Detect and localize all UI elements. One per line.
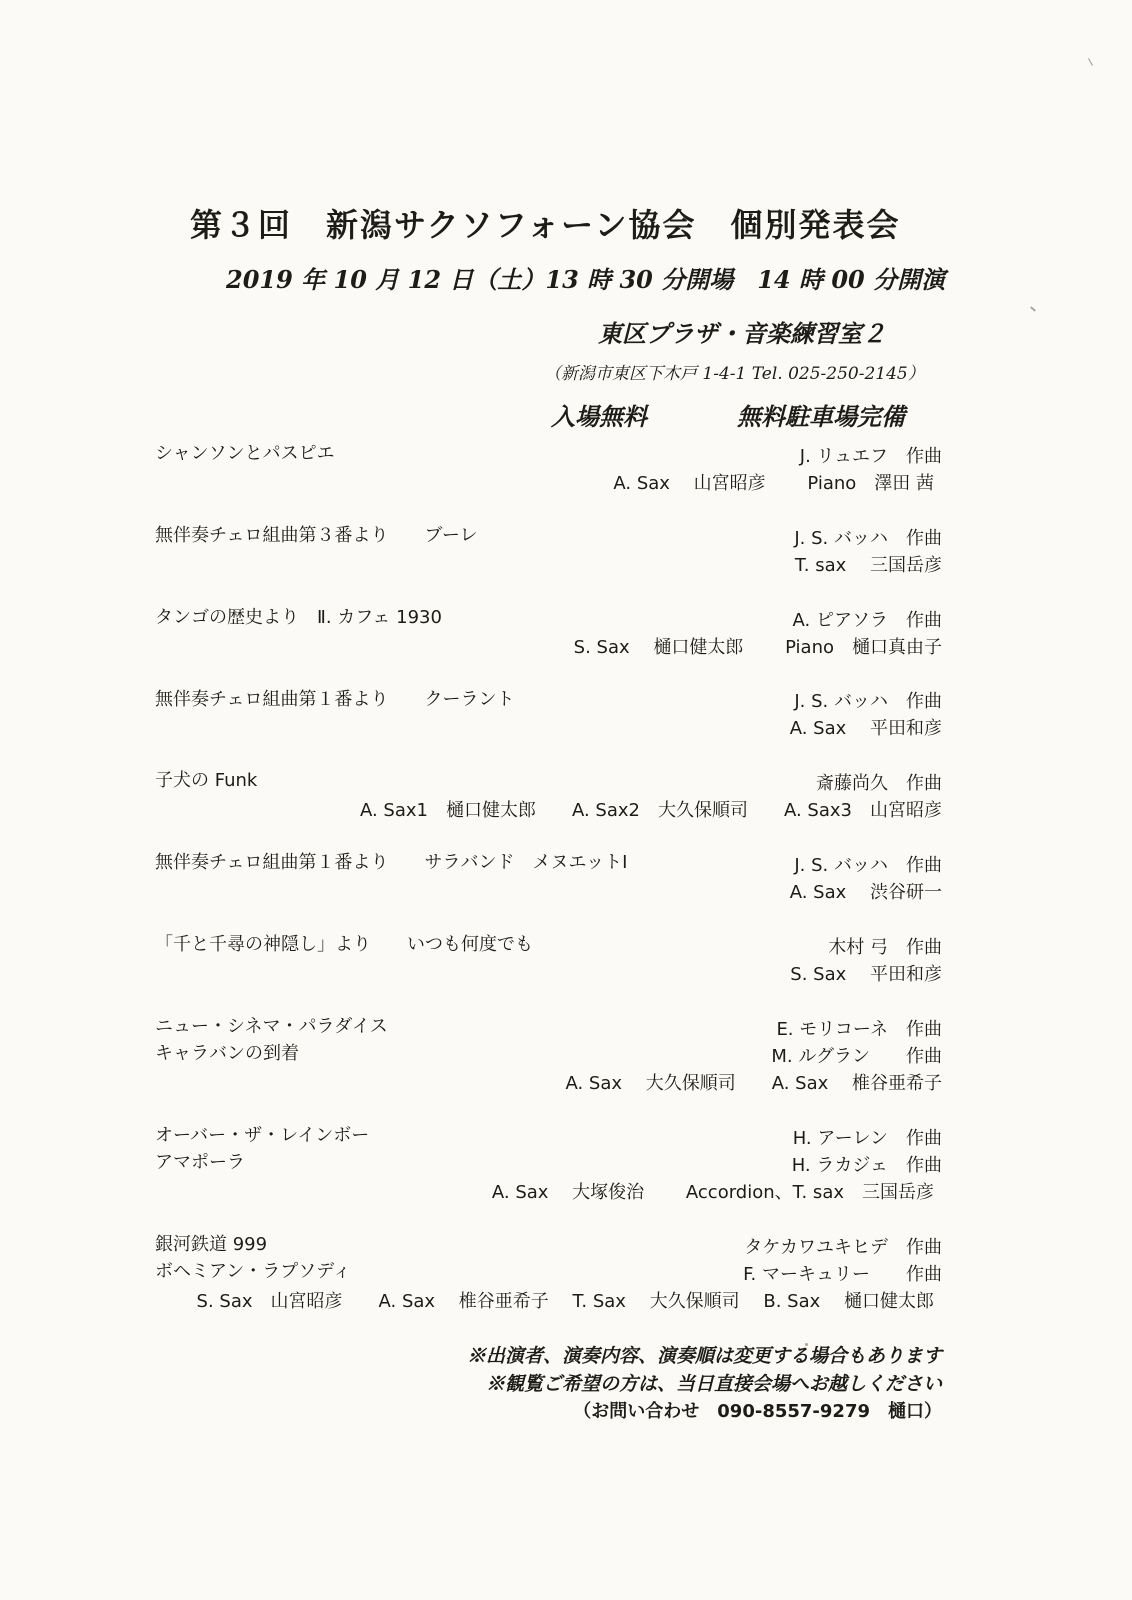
program-title: シャンソンとパスピエ xyxy=(155,443,335,464)
program-composer-2: F. マーキュリー 作曲 xyxy=(743,1264,942,1285)
program-composer: J. S. バッハ 作曲 xyxy=(794,528,942,549)
program-performers: S. Sax 平田和彦 xyxy=(790,964,942,985)
event-datetime: 2019 年 10 月 12 日（土）13 時 30 分開場 14 時 00 分開演 xyxy=(226,265,946,294)
program-title-2: ボヘミアン・ラプソディ xyxy=(155,1261,351,1282)
program-performers: S. Sax 山宮昭彦 A. Sax 椎谷亜希子 T. Sax 大久保順司 B. Sax 樋口健太郎 xyxy=(196,1291,934,1312)
event-title: 第３回 新潟サクソフォーン協会 個別発表会 xyxy=(190,206,901,244)
program-title: 「千と千尋の神隠し」より いつも何度でも xyxy=(155,934,533,955)
scan-mark xyxy=(1088,58,1093,65)
program-performers: A. Sax1 樋口健太郎 A. Sax2 大久保順司 A. Sax3 山宮昭彦 xyxy=(359,800,942,821)
event-venue: 東区プラザ・音楽練習室２ xyxy=(598,319,886,348)
program-title-2: アマポーラ xyxy=(155,1152,245,1173)
program-performers: A. Sax 大久保順司 A. Sax 椎谷亜希子 xyxy=(565,1073,942,1094)
program-performers: A. Sax 大塚俊治 Accordion、T. sax 三国岳彦 xyxy=(491,1182,934,1203)
program-composer: A. ピアソラ 作曲 xyxy=(792,610,942,631)
program-performers: A. Sax 平田和彦 xyxy=(789,718,942,739)
program-title: 無伴奏チェロ組曲第３番より ブーレ xyxy=(155,525,478,546)
program-title: 無伴奏チェロ組曲第１番より サラバンド メヌエットⅠ xyxy=(155,852,628,873)
program-title: 無伴奏チェロ組曲第１番より クーラント xyxy=(155,689,515,710)
program-composer-2: H. ラカジェ 作曲 xyxy=(791,1155,942,1176)
scan-mark xyxy=(1030,306,1036,311)
parking-info: 無料駐車場完備 xyxy=(737,402,905,431)
program-composer: 木村 弓 作曲 xyxy=(828,937,942,958)
event-address: （新潟市東区下木戸 1-4-1 Tel. 025-250-2145） xyxy=(544,364,925,384)
notice-change: ※出演者、演奏内容、演奏順は変更する場合もあります xyxy=(466,1345,942,1367)
program-title: オーバー・ザ・レインボー xyxy=(155,1125,370,1146)
program-performers: T. sax 三国岳彦 xyxy=(794,555,942,576)
program-title: ニュー・シネマ・パラダイス xyxy=(155,1016,388,1037)
program-composer: タケカワユキヒデ 作曲 xyxy=(744,1237,942,1258)
program-composer: E. モリコーネ 作曲 xyxy=(776,1019,942,1040)
program-composer: H. アーレン 作曲 xyxy=(792,1128,942,1149)
program-composer: J. S. バッハ 作曲 xyxy=(794,691,942,712)
program-composer: 斎藤尚久 作曲 xyxy=(816,773,942,794)
program-title: タンゴの歴史より Ⅱ. カフェ 1930 xyxy=(155,607,442,628)
program-composer: J. S. バッハ 作曲 xyxy=(794,855,942,876)
admission-free: 入場無料 xyxy=(551,402,647,431)
program-title: 銀河鉄道 999 xyxy=(155,1234,268,1255)
contact-info: （お問い合わせ 090-8557-9279 樋口） xyxy=(573,1401,942,1422)
program-composer-2: M. ルグラン 作曲 xyxy=(771,1046,942,1067)
program-composer: J. リュエフ 作曲 xyxy=(799,446,942,467)
program-title-2: キャラバンの到着 xyxy=(155,1043,299,1064)
program-title: 子犬の Funk xyxy=(155,770,258,791)
program-performers: A. Sax 山宮昭彦 Piano 澤田 茜 xyxy=(613,473,934,494)
program-performers: A. Sax 渋谷研一 xyxy=(789,882,942,903)
program-performers: S. Sax 樋口健太郎 Piano 樋口真由子 xyxy=(573,637,942,658)
notice-entry: ※観覧ご希望の方は、当日直接会場へお越しください xyxy=(485,1373,942,1395)
